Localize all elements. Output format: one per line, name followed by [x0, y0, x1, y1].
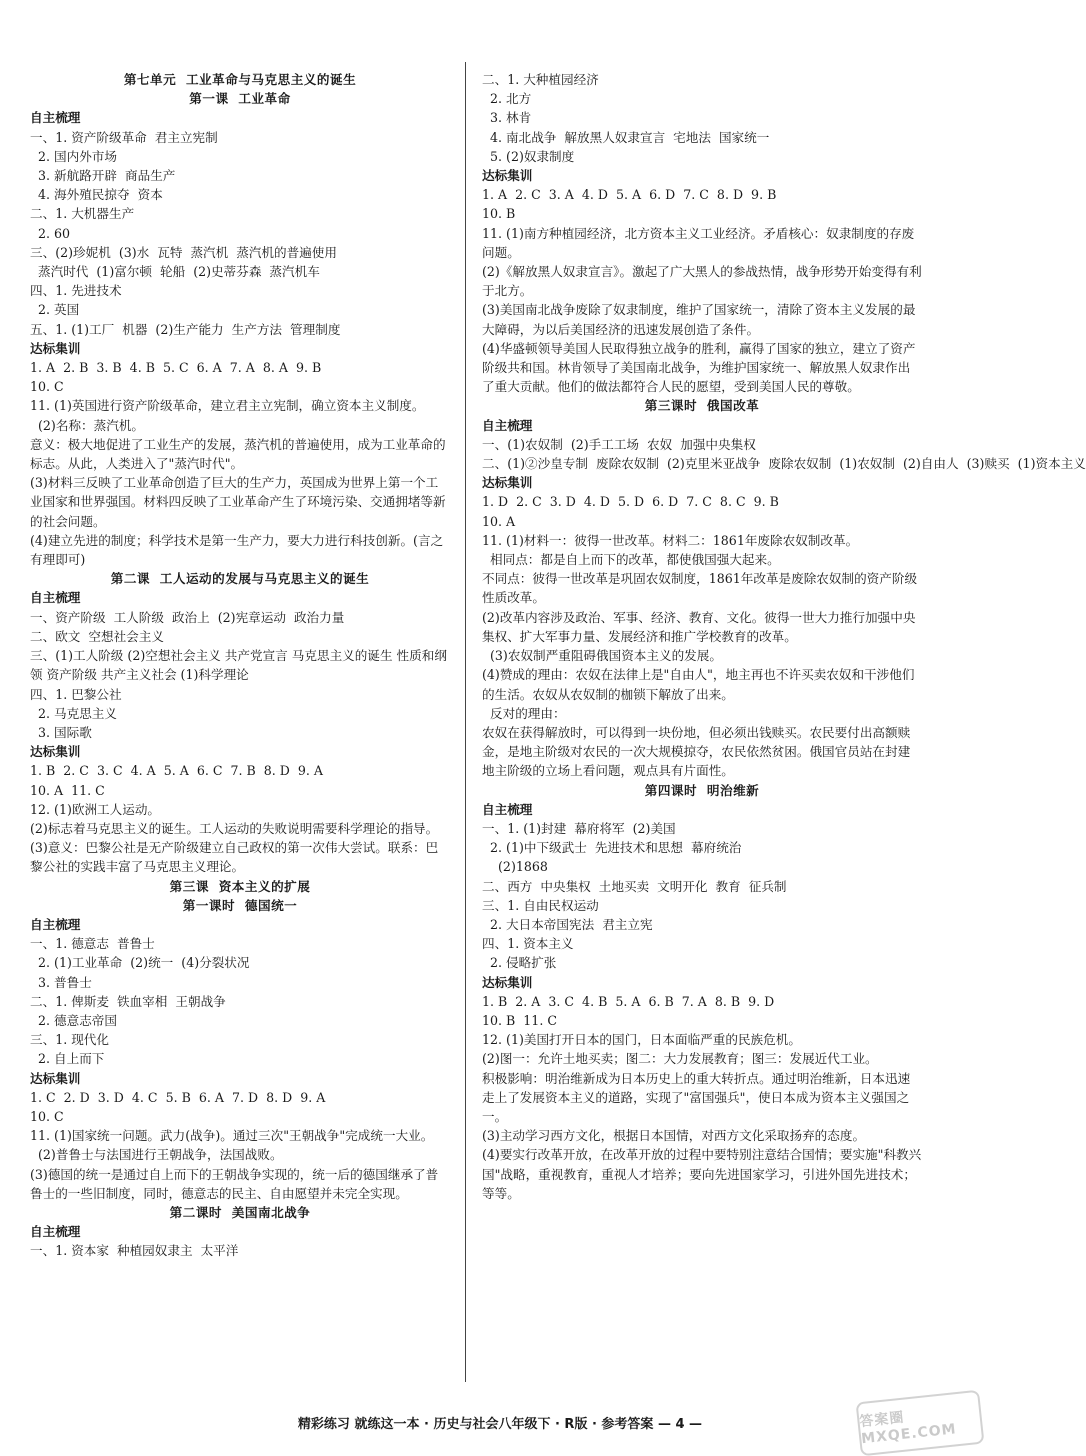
watermark-logo: 答案圈 MXQE.COM — [856, 1390, 985, 1456]
answer-line: 四、1. 巴黎公社 — [30, 686, 122, 702]
answer-line: 三、1. 现代化 — [30, 1032, 109, 1048]
answer-line: 10. C — [30, 1108, 64, 1124]
section-heading: 第一课时 德国统一 — [182, 897, 298, 913]
answer-paragraph: 11. (1)南方种植园经济，北方资本主义工业经济。矛盾核心：奴隶制度的存废问题。 — [482, 225, 915, 260]
answer-paragraph: (4)建立先进的制度；科学技术是第一生产力，要大力进行科技创新。(言之有理即可) — [30, 532, 444, 568]
answer-line: 二、欧文 空想社会主义 — [30, 628, 164, 644]
subsection-label: 达标集训 — [482, 168, 533, 184]
answer-line: 二、西方 中央集权 土地买卖 文明开化 教育 征兵制 — [482, 878, 787, 894]
column-divider — [465, 62, 466, 1382]
answer-paragraph: (3)主动学习西方文化，根据日本国情，对西方文化采取扬弃的态度。 — [482, 1128, 866, 1144]
answer-line: 五、1. (1)工厂 机器 (2)生产能力 生产方法 管理制度 — [30, 321, 341, 337]
answer-line: 一、1. (1)封建 幕府将军 (2)美国 — [482, 820, 676, 836]
subsection-label: 达标集训 — [30, 1070, 81, 1086]
answer-paragraph: 积极影响：明治维新成为日本历史上的重大转折点。通过明治维新，日本迅速走上了发展资本主义的道路，实现了"富国强兵"，使日本成为资本主义强国之一。 — [482, 1070, 911, 1124]
answer-line: 10. C — [30, 379, 64, 395]
answer-line: 1. B 2. C 3. C 4. A 5. A 6. C 7. B 8. D 9. A — [30, 763, 324, 779]
answer-paragraph: 11. (1)国家统一问题。武力(战争)。通过三次"王朝战争"完成统一大业。 — [30, 1128, 434, 1144]
subsection-label: 自主梳理 — [30, 590, 81, 606]
answer-paragraph: 农奴在获得解放时，可以得到一块份地，但必须出钱赎买。农民要付出高额赎金，是地主阶级对农民的一次大规模掠夺，农民依然贫困。俄国官员站在封建地主阶级的立场上看问题，观点具有片面性。 — [482, 724, 911, 779]
answer-line: 三、1. 自由民权运动 — [482, 897, 599, 913]
section-heading: 第四课时 明治维新 — [644, 782, 760, 798]
answer-line: 2. 英国 — [30, 302, 80, 318]
answer-line: 4. 南北战争 解放黑人奴隶宣言 宅地法 国家统一 — [482, 129, 770, 145]
answer-line: 3. 普鲁士 — [30, 974, 92, 990]
answer-paragraph: 三、(1)工人阶级 (2)空想社会主义 共产党宣言 马克思主义的诞生 性质和纲领 资产阶级 共产主义社会 (1)科学理论 — [30, 648, 447, 683]
answer-line: 一、1. 资本家 种植园奴隶主 太平洋 — [30, 1243, 239, 1259]
answer-line: 四、1. 资本主义 — [482, 936, 574, 952]
answer-line: 2. (1)工业革命 (2)统一 (4)分裂状况 — [30, 955, 250, 971]
answer-paragraph: (3)美国南北战争废除了奴隶制度，维护了国家统一，清除了资本主义发展的最大障碍，为以后美国经济的迅速发展创造了条件。 — [482, 302, 916, 337]
section-heading: 第三课时 俄国改革 — [644, 398, 760, 414]
answer-paragraph: (2)图一：允许土地买卖；图二：大力发展教育；图三：发展近代工业。 — [482, 1051, 878, 1067]
answer-line: 反对的理由： — [482, 705, 566, 721]
subsection-label: 自主梳理 — [482, 801, 533, 817]
answer-line: 2. (1)中下级武士 先进技术和思想 幕府统治 — [482, 840, 742, 856]
section-heading: 第三课 资本主义的扩展 — [169, 878, 311, 894]
answer-line: 一、1. 资产阶级革命 君主立宪制 — [30, 129, 218, 145]
answer-line: 相同点：都是自上而下的改革，都使俄国强大起来。 — [482, 552, 780, 568]
answer-line: (3)农奴制严重阻碍俄国资本主义的发展。 — [482, 648, 722, 664]
answer-line: 5. (2)奴隶制度 — [482, 148, 575, 164]
page-footer: 精彩练习 就练这一本 · 历史与社会八年级下 · R版 · 参考答案 — 4 — — [297, 1417, 703, 1432]
answer-paragraph: (2)改革内容涉及政治、军事、经济、教育、文化。彼得一世大力推行加强中央集权、扩大军事力量、发展经济和推广学校教育的改革。 — [482, 609, 916, 644]
answer-line: 二、(1)②沙皇专制 废除农奴制 (2)克里米亚战争 废除农奴制 (1)农奴制 (2)自由人 (3)赎买 (1)资本主义 — [482, 456, 1086, 472]
answer-paragraph: (3)材料三反映了工业革命创造了巨大的生产力，英国成为世界上第一个工业国家和世界强国。材料四反映了工业革命产生了环境污染、交通拥堵等新的社会问题。 — [30, 475, 446, 529]
answer-line: 10. A — [482, 513, 516, 529]
answer-line: 2. 大日本帝国宪法 君主立宪 — [482, 916, 653, 932]
answer-line: 3. 林肯 — [482, 110, 532, 126]
subsection-label: 自主梳理 — [30, 1224, 81, 1240]
subsection-label: 达标集训 — [482, 475, 533, 491]
answer-line: 1. C 2. D 3. D 4. C 5. B 6. A 7. D 8. D 9. A — [30, 1089, 326, 1105]
answer-paragraph: (2)标志着马克思主义的诞生。工人运动的失败说明需要科学理论的指导。 — [30, 820, 439, 836]
answer-line: 12. (1)美国打开日本的国门，日本面临严重的民族危机。 — [482, 1032, 801, 1048]
answer-line: 1. A 2. B 3. B 4. B 5. C 6. A 7. A 8. A 9. B — [30, 360, 322, 376]
answer-line: 3. 新航路开辟 商品生产 — [30, 168, 176, 184]
answer-line: (2)1868 — [482, 859, 548, 875]
answer-line: 2. 德意志帝国 — [30, 1012, 117, 1028]
answer-paragraph: 11. (1)材料一：彼得一世改革。材料二：1861年废除农奴制改革。 — [482, 532, 859, 548]
answer-line: 1. D 2. C 3. D 4. D 5. D 6. D 7. C 8. C 9. B — [482, 494, 779, 510]
answer-line: (2)名称：蒸汽机。 — [30, 417, 145, 433]
section-heading: 第一课 工业革命 — [189, 91, 291, 107]
answer-paragraph: (2)《解放黑人奴隶宣言》。激起了广大黑人的参战热情，战争形势开始变得有利于北方。 — [482, 264, 922, 299]
subsection-label: 达标集训 — [482, 974, 533, 990]
answer-line: 4. 海外殖民掠夺 资本 — [30, 187, 163, 203]
section-heading: 第二课时 美国南北战争 — [169, 1204, 311, 1220]
answer-line: 12. (1)欧洲工人运动。 — [30, 801, 161, 817]
answer-paragraph: 意义：极大地促进了工业生产的发展，蒸汽机的普遍使用，成为工业革命的标志。从此，人类进入了"蒸汽时代"。 — [30, 436, 446, 472]
section-heading: 第二课 工人运动的发展与马克思主义的诞生 — [110, 571, 370, 587]
answer-line: 2. 北方 — [482, 91, 532, 107]
answer-line: 四、1. 先进技术 — [30, 283, 122, 299]
left-column — [30, 70, 450, 1261]
answer-paragraph: (3)德国的统一是通过自上而下的王朝战争实现的，统一后的德国继承了普鲁士的一些旧制度，同时，德意志的民主、自由愿望并未完全实现。 — [30, 1166, 439, 1201]
answer-paragraph: (4)要实行改革开放，在改革开放的过程中要特别注意结合国情；要实施"科教兴国"战略，重视教育，重视人才培养；要向先进国家学习，引进外国先进技术；等等。 — [482, 1147, 922, 1201]
answer-line: 蒸汽时代 (1)富尔顿 轮船 (2)史蒂芬森 蒸汽机车 — [30, 264, 320, 280]
right-column — [482, 70, 1086, 1203]
subsection-label: 达标集训 — [30, 340, 81, 356]
answer-line: 一、资产阶级 工人阶级 政治上 (2)宪章运动 政治力量 — [30, 609, 345, 625]
answer-paragraph: (4)华盛顿领导美国人民取得独立战争的胜利，赢得了国家的独立，建立了资产阶级共和国。林肯领导了美国南北战争，为维护国家统一、解放黑人奴隶作出了重大贡献。他们的做法都符合人民的愿望，受到美国人民的尊敬。 — [482, 340, 916, 395]
answer-line: 一、1. 德意志 普鲁士 — [30, 936, 155, 952]
answer-line: 3. 国际歌 — [30, 724, 92, 740]
answer-paragraph: 不同点：彼得一世改革是巩固农奴制度，1861年改革是废除农奴制的资产阶级性质改革。 — [482, 571, 918, 606]
section-heading: 第七单元 工业革命与马克思主义的诞生 — [123, 72, 357, 87]
answer-line: 2. 侵略扩张 — [482, 955, 557, 971]
answer-line: 2. 60 — [30, 225, 71, 241]
answer-line: 一、(1)农奴制 (2)手工工场 农奴 加强中央集权 — [482, 436, 756, 452]
subsection-label: 达标集训 — [30, 744, 81, 760]
subsection-label: 自主梳理 — [30, 916, 81, 932]
answer-line: 三、(2)珍妮机 (3)水 瓦特 蒸汽机 蒸汽机的普遍使用 — [30, 244, 337, 260]
answer-line: 二、1. 俾斯麦 铁血宰相 王朝战争 — [30, 993, 226, 1009]
subsection-label: 自主梳理 — [482, 417, 533, 433]
answer-paragraph: (4)赞成的理由：农奴在法律上是"自由人"，地主再也不许买卖农奴和干涉他们的生活。农奴从农奴制的枷锁下解放了出来。 — [482, 667, 915, 702]
answer-line: (2)普鲁士与法国进行王朝战争，法国战败。 — [30, 1147, 283, 1163]
answer-line: 10. B 11. C — [482, 1012, 557, 1028]
answer-line: 2. 国内外市场 — [30, 148, 117, 164]
answer-paragraph: 11. (1)英国进行资产阶级革命，建立君主立宪制，确立资本主义制度。 — [30, 398, 425, 414]
answer-line: 10. B — [482, 206, 516, 222]
answer-line: 1. B 2. A 3. C 4. B 5. A 6. B 7. A 8. B 9. D — [482, 993, 775, 1009]
answer-line: 二、1. 大机器生产 — [30, 206, 135, 222]
answer-line: 2. 自上而下 — [30, 1051, 105, 1067]
answer-line: 10. A 11. C — [30, 782, 105, 798]
answer-line: 1. A 2. C 3. A 4. D 5. A 6. D 7. C 8. D 9. B — [482, 187, 777, 203]
answer-line: 2. 马克思主义 — [30, 705, 117, 721]
answer-line: 二、1. 大种植园经济 — [482, 72, 599, 87]
subsection-label: 自主梳理 — [30, 110, 81, 126]
answer-paragraph: (3)意义：巴黎公社是无产阶级建立自己政权的第一次伟大尝试。联系：巴黎公社的实践丰富了马克思主义理论。 — [30, 840, 439, 875]
